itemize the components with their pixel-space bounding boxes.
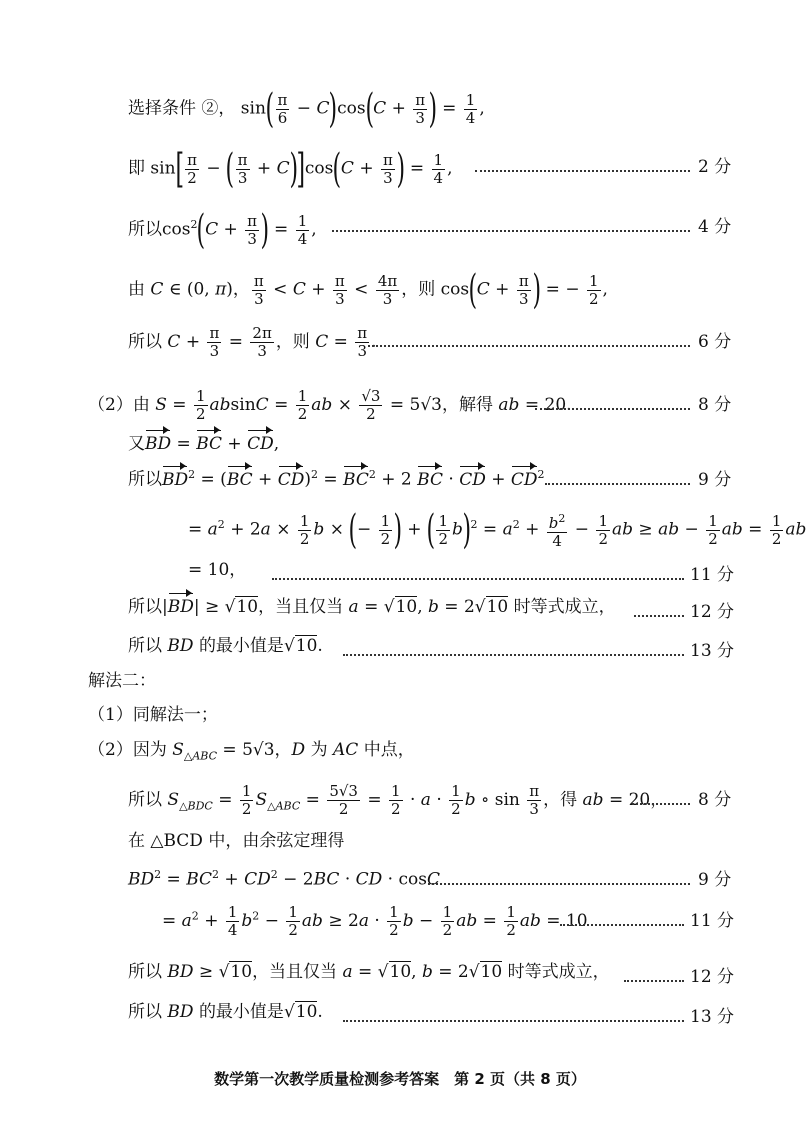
leader-dots [332,230,690,232]
line-16: 所以 $S_{\triangle BDC}$ = $\frac{1}{2}$ $S_{\triangle ABC}$ = $\frac{5√3}{2}$ = $\frac{1}{2}$ · a · $\frac{1}{2}$ b ∘ sin $\frac{\pi}{3}$ ，得 ab = 20， [128,782,668,818]
line-4: 由 C ∈ (0, π)， $\frac{\pi}{3}$ < C + $\frac{\pi}{3}$ < $\frac{4\pi}{3}$ ，则 cos(C + $\frac{\pi}{3}$ ) = − $\frac{1}{2}$ , [128,267,608,313]
leader-dots [535,408,690,410]
line-1: 选择条件 ②， sin( $\frac{\pi}{6}$ − C)cos(C + $\frac{\pi}{3}$ ) = $\frac{1}{4}$ , [128,86,485,132]
leader-dots [343,654,684,656]
line-3: 所以$\cos^2(C$ + $\frac{\pi}{3}$ ) = $\frac{1}{4}$ , [128,207,317,253]
line-5: 所以 C + $\frac{\pi}{3}$ = $\frac{2\pi}{3}$ ，则 C = $\frac{\pi}{3}$ . [128,324,377,360]
leader-dots [560,924,684,926]
score-8: 8 分 [698,395,732,415]
score-2: 2 分 [698,157,732,177]
line-15: （2）因为 $S_{\triangle ABC} = 5√3$，D 为 AC 中点， [88,740,415,763]
line-20: 所以 BD ≥ √10，当且仅当 a = √10, b = 2√10 时等式成立， [128,962,610,982]
score-8b: 8 分 [698,790,732,810]
line-10: = 10， [188,560,247,580]
page-footer: 数学第一次教学质量检测参考答案 第 2 页（共 8 页） [214,1070,586,1088]
leader-dots [634,615,684,617]
line-7: 又BD = BC + CD, [128,434,280,454]
score-6: 6 分 [698,332,732,352]
line-6: （2）由 S = $\frac{1}{2}$ absinC = $\frac{1}{2}$ ab × $\frac{√3}{2}$ = 5√3，解得 ab = 20. [88,387,572,423]
leader-dots [545,483,690,485]
line-9: = $a^2 + 2a$ × $\frac{1}{2}$ b × (− $\frac{1}{2}$ ) + ( $\frac{1}{2}$ $b)^2 = a^2$ + $\frac{b^2}{4}$ − $\frac{1}{2}$ ab ≥ ab − $\frac{1}{2}$ ab = $\frac{1}{2}$ ab [188,507,806,553]
line-17: 在 △BCD 中，由余弦定理得 [128,831,345,851]
score-4: 4 分 [698,217,732,237]
method-two-heading: 解法二： [88,671,156,691]
leader-dots [624,980,684,982]
line-2: 即 sin[ $\frac{\pi}{2}$ − ( $\frac{\pi}{3}$ + C)]cos(C + $\frac{\pi}{3}$ ) = $\frac{1}{4}$ , [128,146,453,192]
score-9b: 9 分 [698,870,732,890]
leader-dots [428,883,690,885]
line-14: （1）同解法一； [88,705,218,725]
line-8: 所以$BD^2 = (BC + CD)^2 = BC^2 + 2$ BC · CD + $CD^2$ [128,468,545,490]
score-11: 11 分 [690,565,735,585]
line-21: 所以 BD 的最小值是√10. [128,1002,323,1022]
line-19: = $a^2$ + $\frac{1}{4}$ $b^2$ − $\frac{1}{2}$ ab ≥ 2a · $\frac{1}{2}$ b − $\frac{1}{2}$ ab = $\frac{1}{2}$ ab = 10 [162,903,588,939]
score-12: 12 分 [690,602,735,622]
leader-dots [475,170,690,172]
score-13b: 13 分 [690,1007,735,1027]
leader-dots [343,1020,684,1022]
score-11b: 11 分 [690,911,735,931]
line-18: $BD^2 = BC^2 + CD^2 - 2BC$ · CD · cosC [128,868,440,890]
score-13: 13 分 [690,641,735,661]
leader-dots [368,345,690,347]
line-11: 所以|BD| ≥ √10，当且仅当 a = √10, b = 2√10 时等式成立， [128,597,616,617]
score-9: 9 分 [698,470,732,490]
leader-dots [632,803,690,805]
line-12: 所以 BD 的最小值是√10. [128,636,323,656]
score-12b: 12 分 [690,967,735,987]
leader-dots [272,578,684,580]
